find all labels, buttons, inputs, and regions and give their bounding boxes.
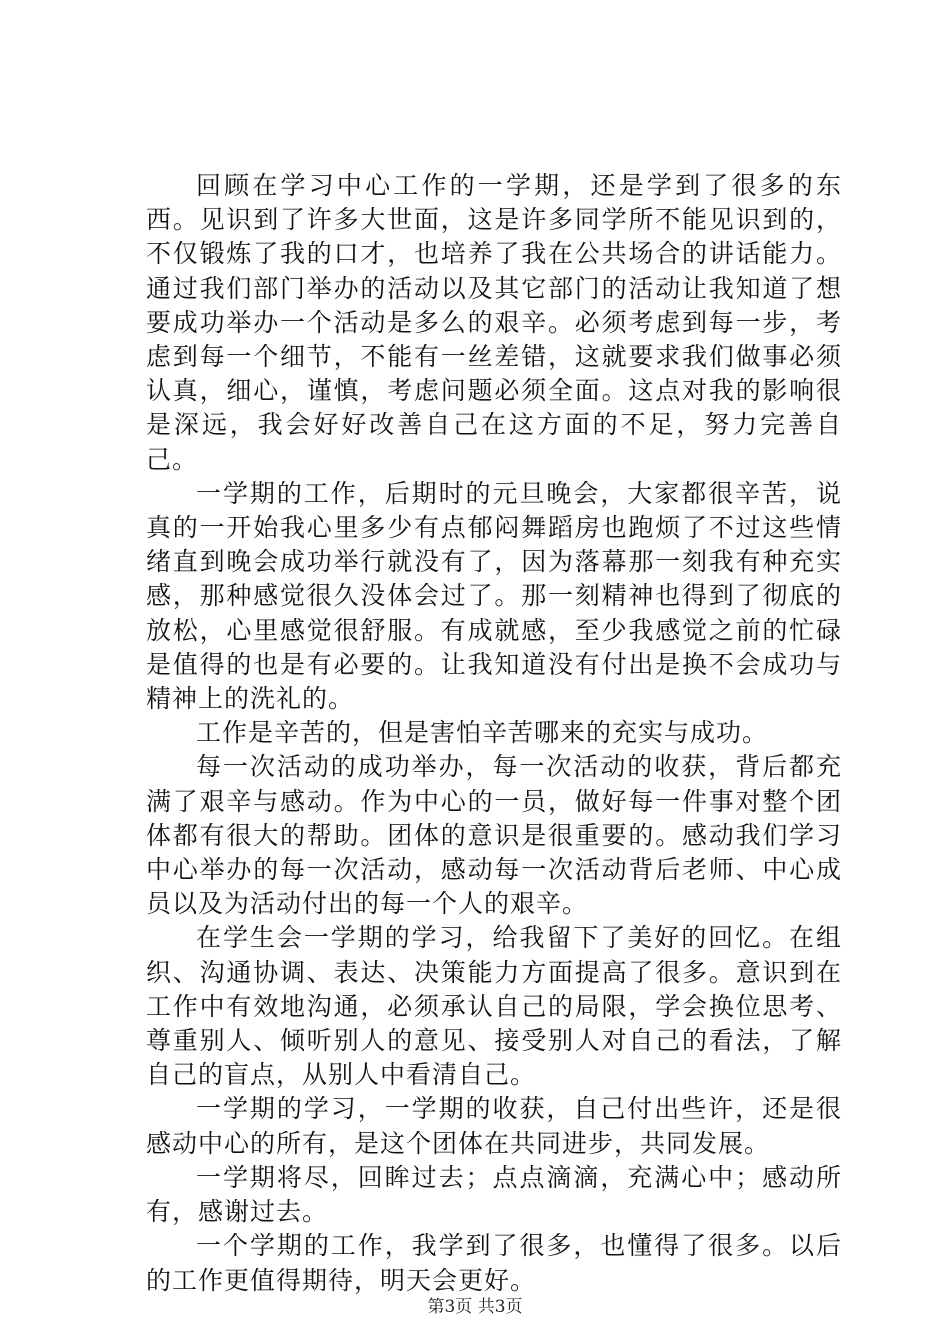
- paragraph: 一学期将尽，回眸过去；点点滴滴，充满心中；感动所有，感谢过去。: [146, 1162, 842, 1227]
- paragraph: 一个学期的工作，我学到了很多，也懂得了很多。以后的工作更值得期待，明天会更好。: [146, 1231, 842, 1295]
- paragraph: 在学生会一学期的学习，给我留下了美好的回忆。在组织、沟通协调、表达、决策能力方面提高了很多。意识到在工作中有效地沟通，必须承认自己的局限，学会换位思考、尊重别人、倾听别人的意见、接受别人对自己的看法，了解自己的盲点，从别人中看清自己。: [146, 923, 842, 1090]
- paragraph: 一学期的学习，一学期的收获，自己付出些许，还是很感动中心的所有，是这个团体在共同进步，共同发展。: [146, 1094, 842, 1158]
- document-body: [146, 169, 842, 1298]
- page-number-footer: 第3页 共3页: [427, 1297, 523, 1317]
- paragraph: 工作是辛苦的，但是害怕辛苦哪来的充实与成功。: [196, 718, 769, 748]
- paragraph: 回顾在学习中心工作的一学期，还是学到了很多的东西。见识到了许多大世面，这是许多同学所不能见识到的，不仅锻炼了我的口才，也培养了我在公共场合的讲话能力。通过我们部门举办的活动以及其它部门的活动让我知道了想要成功举办一个活动是多么的艰辛。必须考虑到每一步，考虑到每一个细节，不能有一丝差错，这就要求我们做事必须认真，细心，谨慎，考虑问题必须全面。这点对我的影响很是深远，我会好好改善自己在这方面的不足，努力完善自己。: [146, 171, 842, 474]
- paragraph: 一学期的工作，后期时的元旦晚会，大家都很辛苦，说真的一开始我心里多少有点郁闷舞蹈房也跑烦了不过这些情绪直到晚会成功举行就没有了，因为落幕那一刻我有种充实感，那种感觉很久没体会过了。那一刻精神也得到了彻底的放松，心里感觉很舒服。有成就感，至少我感觉之前的忙碌是值得的也是有必要的。让我知道没有付出是换不会成功与精神上的洗礼的。: [146, 478, 842, 714]
- paragraph: 每一次活动的成功举办，每一次活动的收获，背后都充满了艰辛与感动。作为中心的一员，做好每一件事对整个团体都有很大的帮助。团体的意识是很重要的。感动我们学习中心举办的每一次活动，感动每一次活动背后老师、中心成员以及为活动付出的每一个人的艰辛。: [146, 752, 842, 919]
